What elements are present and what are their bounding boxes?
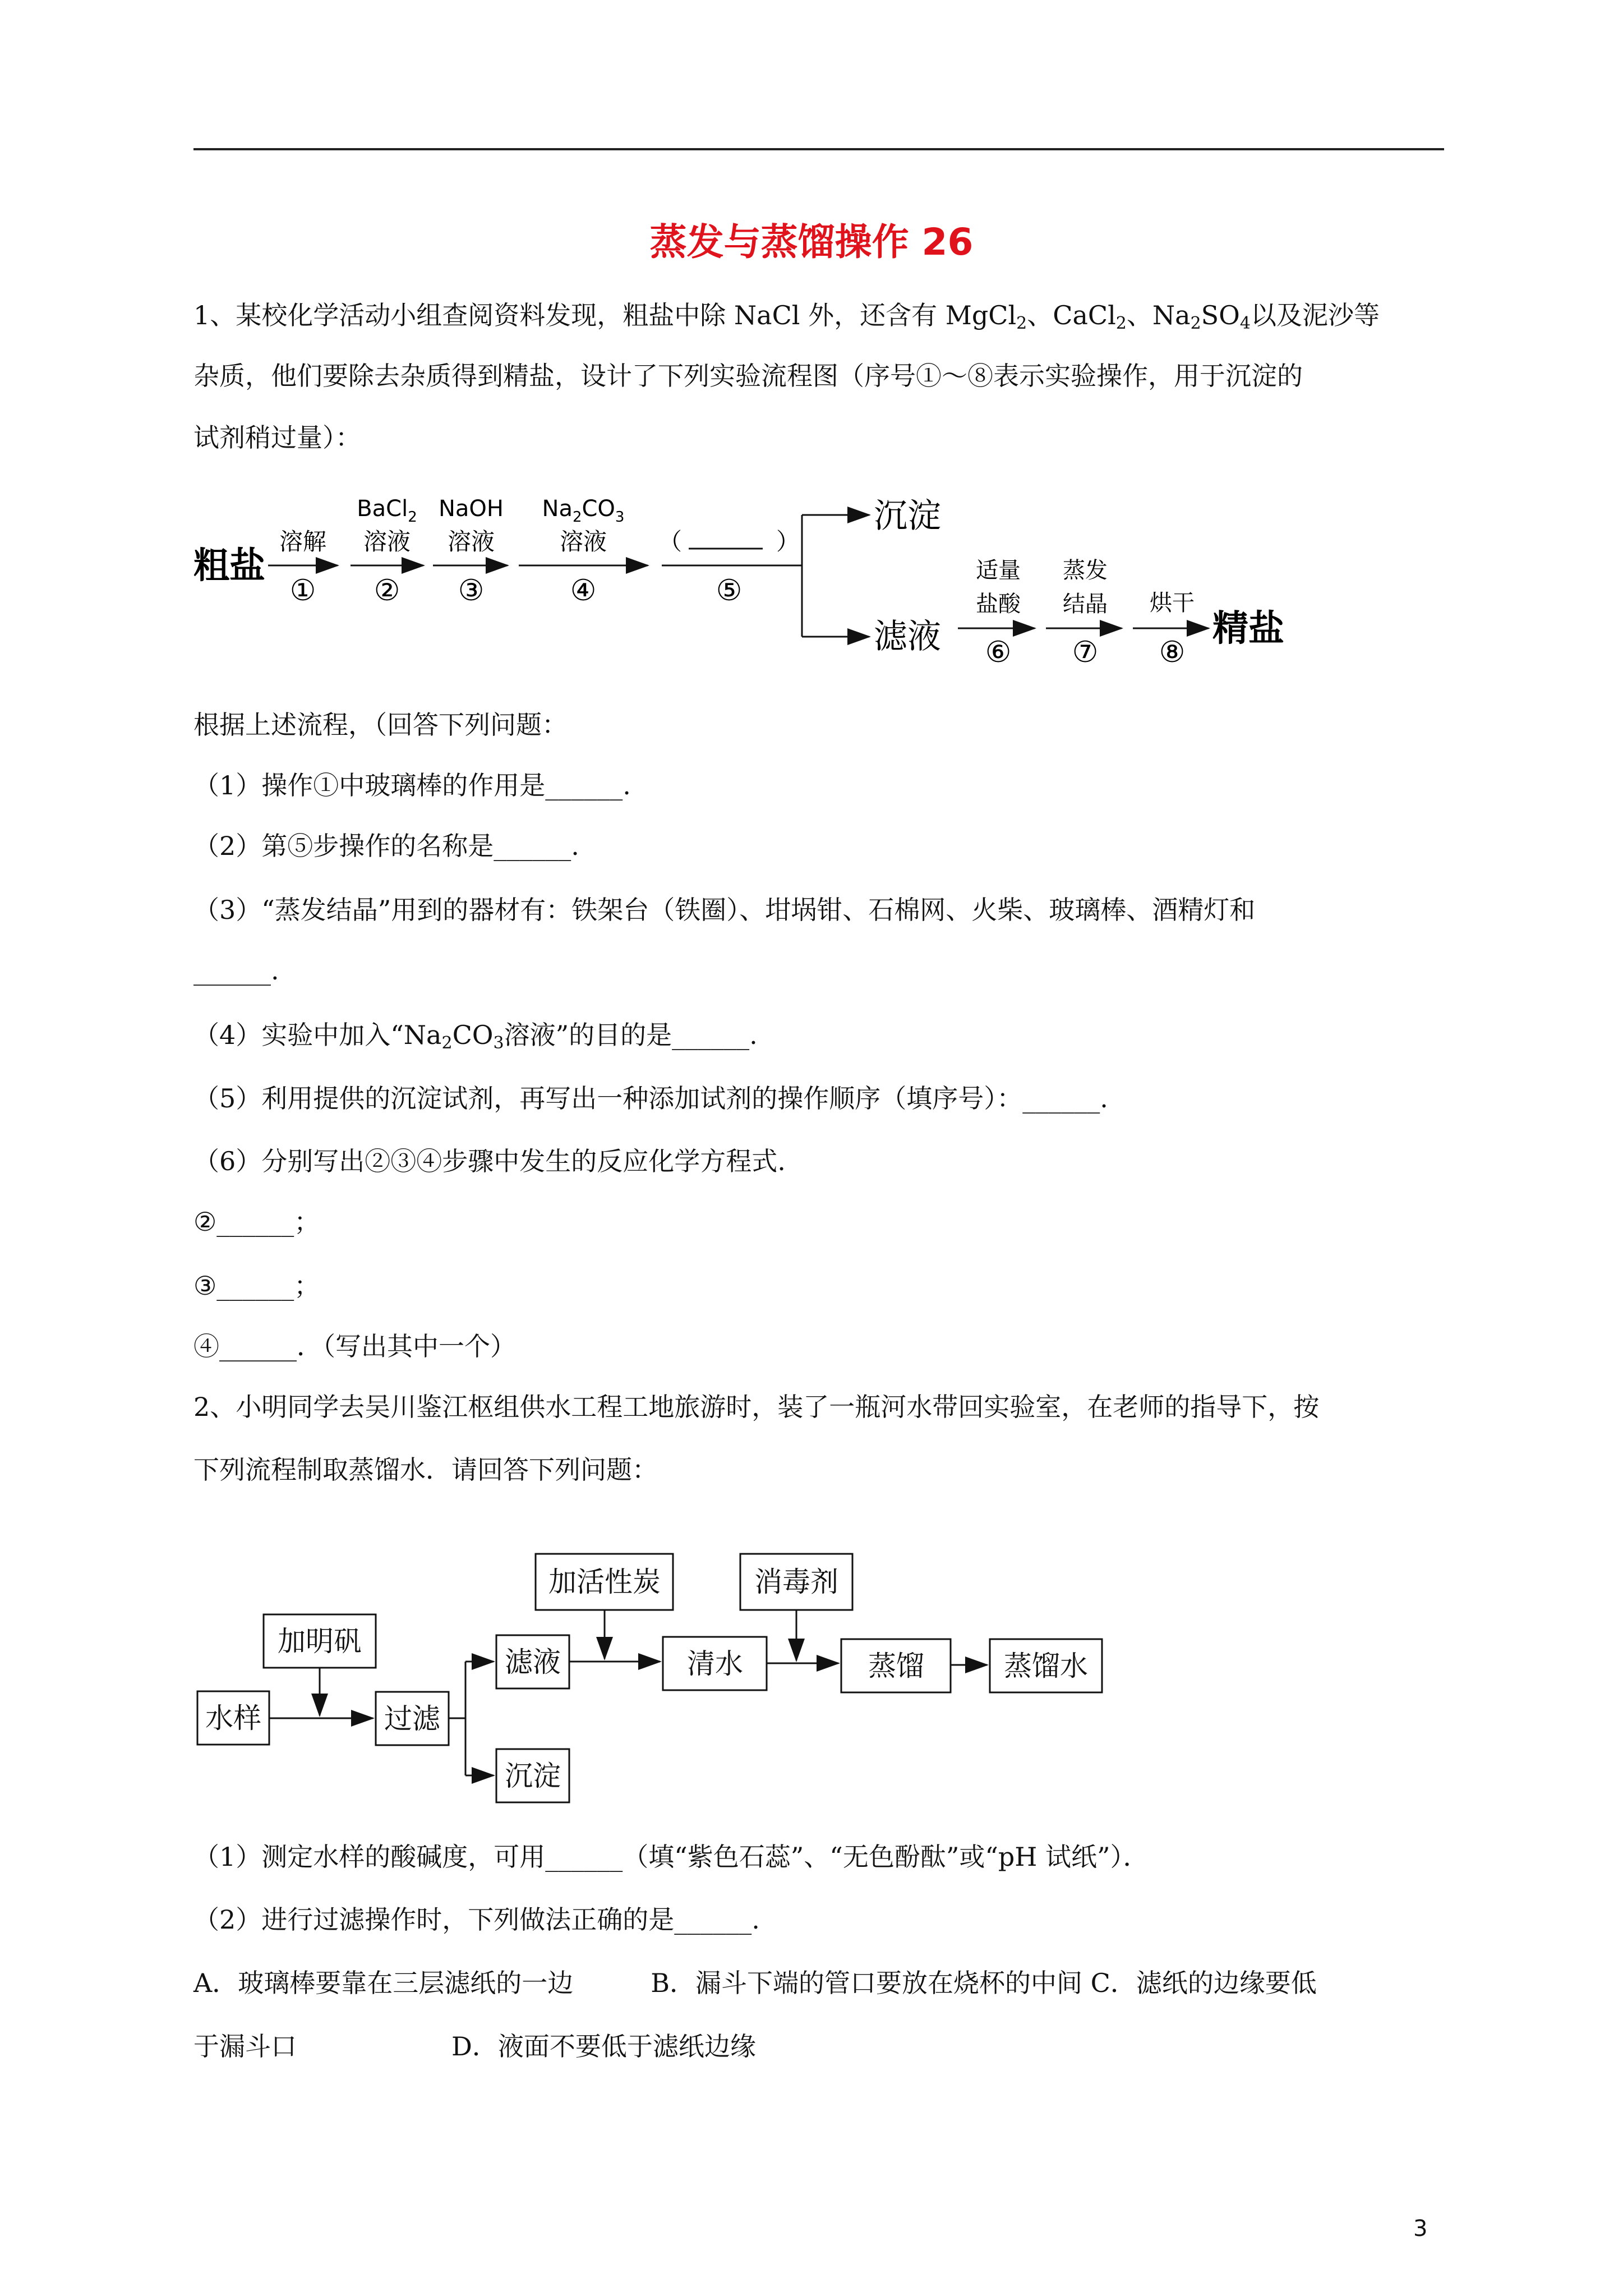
flow-num: ⑦ (1072, 636, 1099, 669)
flow-num: ⑧ (1159, 636, 1186, 669)
subscript: 2 (1115, 314, 1127, 333)
label-distilled-water: 蒸馏水 (1004, 1650, 1088, 1682)
flow-num: ③ (458, 574, 485, 608)
flow-label: 烘干 (1150, 590, 1195, 616)
q1-answer-2: ②______； (193, 1207, 320, 1237)
label-filtrate: 滤液 (505, 1646, 561, 1678)
flow-label: BaCl$_2$ (357, 496, 417, 526)
flow-label: NaOH (439, 496, 504, 522)
flow-label: 溶液 (363, 528, 411, 555)
subscript: 2 (1016, 314, 1027, 333)
flow-num: ⑥ (985, 636, 1012, 669)
label-distill: 蒸馏 (868, 1650, 924, 1682)
subscript: 3 (493, 1033, 504, 1053)
q1-answer-4: ④______．（写出其中一个） (193, 1331, 516, 1361)
q1-part-1: （1）操作①中玻璃棒的作用是______. (193, 770, 631, 800)
page-number: 3 (1413, 2216, 1428, 2242)
q2-stem-line-2: 下列流程制取蒸馏水．请回答下列问题： (193, 1455, 658, 1485)
flow-num: ① (289, 574, 316, 608)
flow-end: 精盐 (1212, 608, 1284, 650)
q1-stem-part: 1、某校化学活动小组查阅资料发现，粗盐中除 NaCl 外，还含有 MgCl (193, 300, 1017, 330)
flow-num: ④ (570, 574, 597, 608)
q1-stem-part: 、CaCl (1027, 300, 1116, 330)
label-clear-water: 清水 (687, 1648, 743, 1680)
q1-part-5: （5）利用提供的沉淀试剂，再写出一种添加试剂的操作顺序（填序号）：______. (193, 1083, 1108, 1114)
flow-filtrate: 滤液 (874, 617, 941, 656)
q1-answer-3: ③______； (193, 1271, 320, 1301)
label-filter: 过滤 (384, 1703, 440, 1735)
flow-num: ② (374, 574, 400, 608)
q1-part-4 (193, 1018, 758, 1060)
q2-part-1: （1）测定水样的酸碱度，可用______（填“紫色石蕊”、“无色酚酞”或“pH 试纸”）． (193, 1842, 1149, 1872)
subscript: 4 (1239, 314, 1251, 333)
flow-label: 溶液 (447, 528, 495, 555)
flow-label: 适量 (976, 558, 1021, 583)
q2-part-2: （2）进行过滤操作时，下列做法正确的是______. (193, 1904, 760, 1935)
q1-stem-part: 、Na (1126, 300, 1191, 330)
q1-stem-part: 以及泥沙等 (1251, 300, 1380, 330)
flow-label: $Na_2CO_3$ (542, 496, 625, 526)
label-alum: 加明矾 (278, 1625, 362, 1658)
q2-options-line-1: A．玻璃棒要靠在三层滤纸的一边 B．漏斗下端的管口要放在烧杯的中间 C．滤纸的边缘要低 (193, 1968, 1317, 1998)
flow-start: 粗盐 (193, 545, 265, 587)
q1-stem-line-1 (193, 298, 1380, 341)
flow-num: ⑤ (716, 574, 743, 608)
header-rule (193, 148, 1444, 150)
flow-label: 蒸发 (1063, 558, 1108, 583)
flow-label: 溶液 (559, 528, 607, 555)
subscript: 2 (1190, 314, 1201, 333)
q1-part-3-cont: ______. (193, 955, 279, 986)
q1-part-4-text: （4）实验中加入“Na (193, 1020, 442, 1050)
q1-part-4-text: 溶液”的目的是______. (504, 1020, 758, 1050)
flow-precipitate: 沉淀 (874, 496, 941, 536)
flow-label: 结晶 (1063, 591, 1108, 617)
q1-part-6: （6）分别写出②③④步骤中发生的反应化学方程式. (193, 1146, 786, 1176)
page-title: 蒸发与蒸馏操作 26 (649, 220, 974, 264)
q2-stem-line-1: 2、小明同学去吴川鉴江枢组供水工程工地旅游时，装了一瓶河水带回实验室，在老师的指导下，按 (193, 1392, 1320, 1422)
label-disinfectant: 消毒剂 (754, 1566, 838, 1598)
label-carbon: 加活性炭 (548, 1566, 661, 1598)
label-water-sample: 水样 (205, 1702, 261, 1734)
q1-lead: 根据上述流程，（回答下列问题： (193, 710, 568, 740)
label-precipitate: 沉淀 (505, 1760, 561, 1792)
flow-label: 溶解 (279, 528, 327, 555)
q1-part-3: （3）“蒸发结晶”用到的器材有：铁架台（铁圈）、坩埚钳、石棉网、火柴、玻璃棒、酒精灯和 (193, 895, 1256, 925)
flow-label: 盐酸 (976, 591, 1021, 617)
q2-flow-diagram (191, 1515, 1110, 1806)
flow-blank: （ ） (658, 528, 800, 555)
q1-stem-line-2: 杂质，他们要除去杂质得到精盐，设计了下列实验流程图（序号①～⑧表示实验操作，用于沉淀的 (193, 361, 1303, 391)
q1-part-2: （2）第⑤步操作的名称是______. (193, 831, 579, 861)
q1-flow-diagram (191, 488, 1301, 673)
q1-stem-part: SO (1201, 300, 1240, 330)
q1-part-4-text: CO (452, 1020, 494, 1050)
q1-stem-line-3: 试剂稍过量）： (193, 422, 361, 453)
q2-options-line-2: 于漏斗口 D．液面不要低于滤纸边缘 (193, 2031, 756, 2062)
subscript: 2 (441, 1033, 453, 1053)
